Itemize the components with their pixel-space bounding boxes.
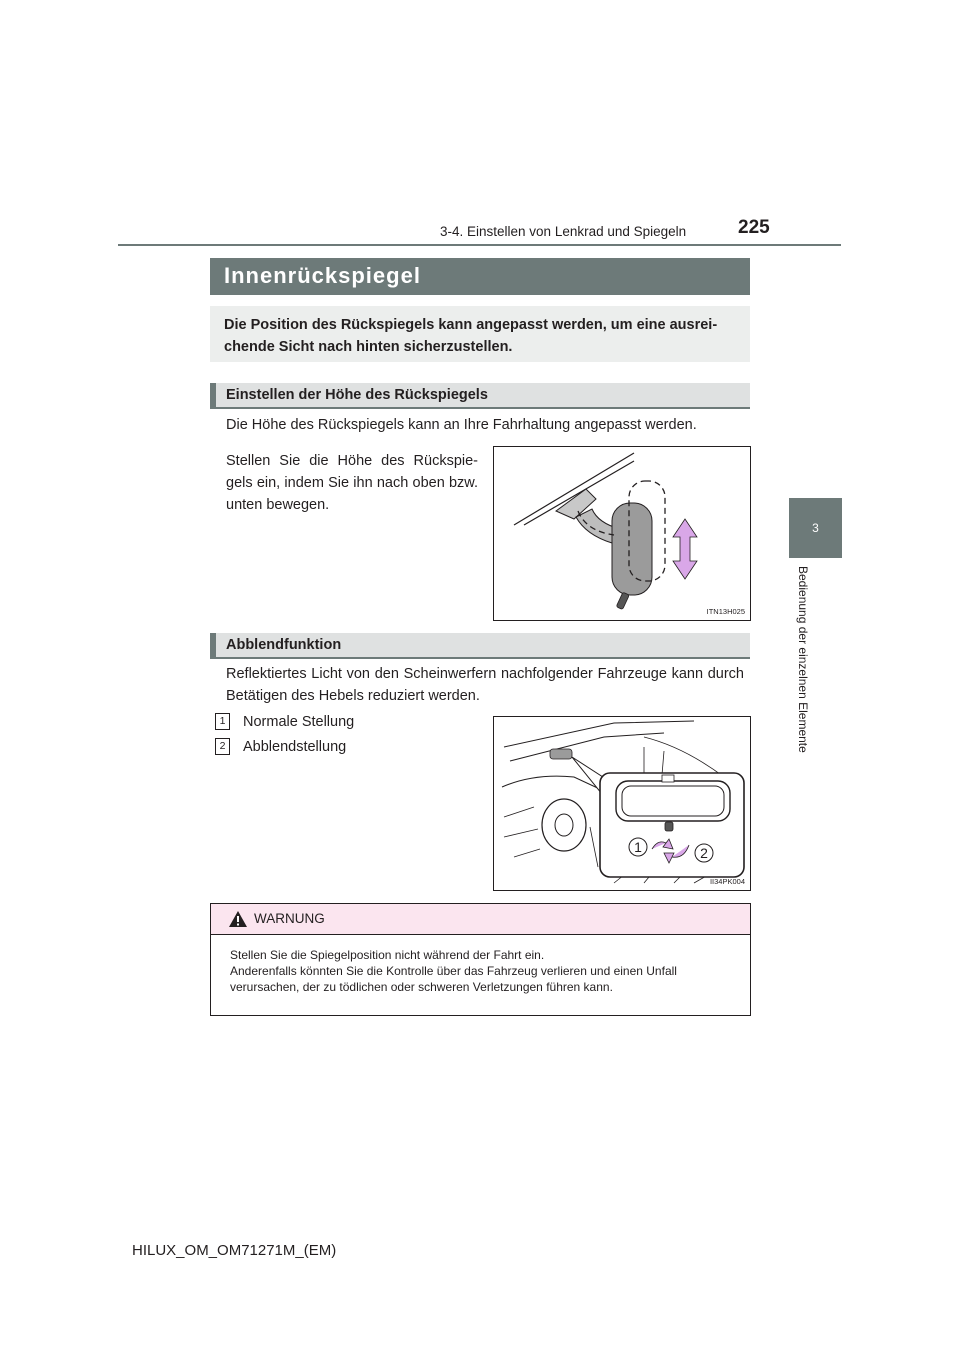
item-number-2: 2 (215, 738, 230, 755)
page-title: Innenrückspiegel (224, 263, 421, 288)
subheading-marker (210, 383, 216, 409)
header-rule (118, 244, 841, 246)
item-label-dimmed: Abblendstellung (243, 739, 347, 755)
running-header: 3-4. Einstellen von Lenkrad und Spiegeln (440, 224, 687, 239)
warning-line: verursachen, der zu tödlichen oder schweren Verletzungen führen kann. (230, 980, 613, 994)
height-adjust-intro: Die Höhe des Rückspiegels kann an Ihre Fahrhaltung angepasst werden. (226, 417, 697, 433)
subheading-text: Abblendfunktion (226, 637, 342, 653)
subheading-height-adjust (210, 383, 750, 409)
item-label-normal: Normale Stellung (243, 714, 355, 730)
warning-triangle-icon (228, 910, 248, 928)
subheading-text: Einstellen der Höhe des Rückspiegels (226, 387, 488, 403)
warning-title: WARNUNG (254, 911, 325, 926)
subheading-marker (210, 633, 216, 659)
figure-code: II34PK004 (709, 877, 745, 886)
chapter-tab (789, 498, 842, 558)
subheading-dimming (210, 633, 750, 659)
chapter-number: 3 (812, 521, 819, 535)
page-number: 225 (738, 217, 770, 238)
dimming-lever-illustration (493, 716, 751, 891)
warning-line: Stellen Sie die Spiegelposition nicht während der Fahrt ein. (230, 948, 545, 962)
item-number-1: 1 (215, 713, 230, 730)
warning-body (230, 947, 740, 995)
warning-line: Anderenfalls könnten Sie die Kontrolle über das Fahrzeug verlieren und einen Unfall (230, 964, 677, 978)
callout-2: 2 (700, 845, 708, 861)
dimming-description: Reflektiertes Licht von den Scheinwerfern nachfolgender Fahrzeuge kann durch Betätigen des Hebels reduziert werden. (226, 666, 744, 704)
page-title-bar (210, 258, 750, 295)
mirror-height-drawing (494, 447, 750, 620)
document-code: HILUX_OM_OM71271M_(EM) (132, 1242, 337, 1259)
chapter-side-label-text: Bedienung der einzelnen Elemente (796, 566, 810, 753)
chapter-side-label (796, 566, 816, 776)
warning-header (211, 904, 750, 935)
dimming-drawing (494, 717, 750, 890)
callout-1: 1 (634, 839, 642, 855)
warning-box (210, 903, 751, 1016)
mirror-height-illustration (493, 446, 751, 621)
figure-code: ITN13H025 (706, 607, 745, 616)
intro-box (210, 306, 750, 362)
height-adjust-instruction: Stellen Sie die Höhe des Rückspie-gels ein, indem Sie ihn nach oben bzw. unten bewegen. (226, 453, 478, 513)
intro-text: Die Position des Rückspiegels kann angepasst werden, um eine ausrei-chende Sicht nach hinten sicherzustellen. (224, 317, 718, 355)
